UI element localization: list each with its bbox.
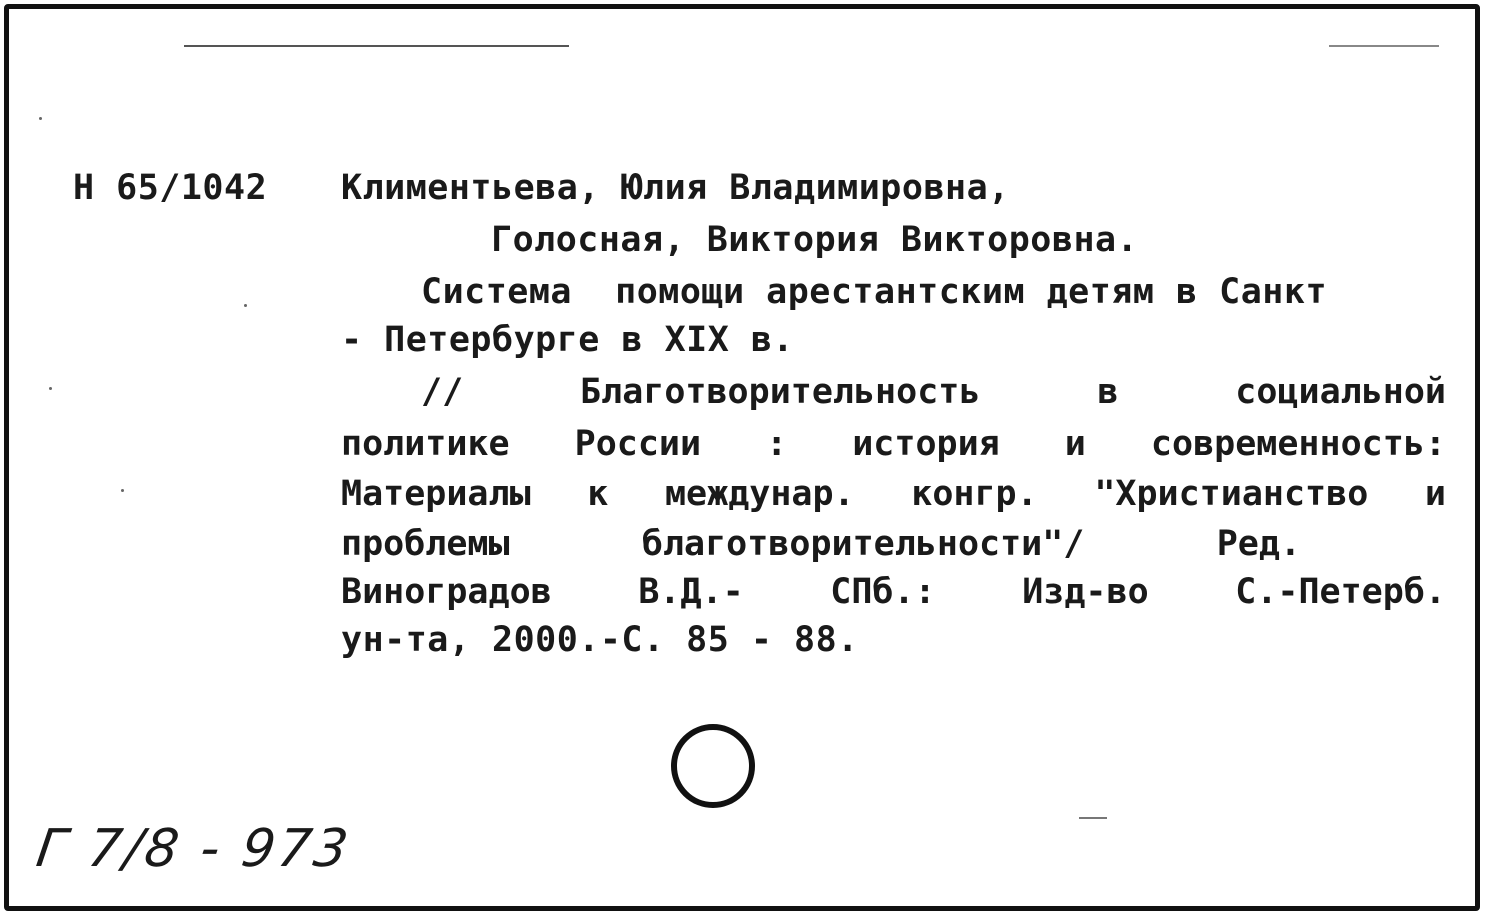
top-edge-mark: [1329, 45, 1439, 47]
word: Благотворительность: [580, 372, 981, 412]
author-line-1: Климентьева, Юлия Владимировна,: [341, 168, 1010, 208]
word: Материалы: [341, 474, 531, 514]
speck: [49, 387, 52, 390]
title-line-1: Система помощи арестантским детям в Санкт: [421, 272, 1328, 312]
word: Ред.: [1216, 524, 1301, 564]
source-line-4: [341, 523, 1301, 565]
catalog-card: [4, 4, 1480, 911]
word: и: [1064, 424, 1086, 464]
word: СПб.:: [830, 572, 936, 612]
word: Изд-во: [1022, 572, 1149, 612]
word: С.-Петерб.: [1235, 572, 1446, 612]
word: проблемы: [341, 524, 510, 564]
speck: [244, 304, 247, 307]
word: России: [574, 424, 702, 464]
word: в: [1097, 372, 1119, 412]
source-line-1: [421, 371, 1446, 413]
title-line-2: - Петербурге в XIX в.: [341, 320, 795, 360]
word: и: [1424, 474, 1446, 514]
word: благотворительности"/: [641, 524, 1085, 564]
top-edge-mark: [184, 45, 569, 47]
source-line-5: [341, 571, 1446, 613]
speck: [121, 489, 124, 492]
word: междунар.: [664, 474, 855, 514]
word: :: [766, 424, 788, 464]
word: "Христианство: [1094, 474, 1369, 514]
speck: [39, 117, 42, 120]
imprint-line: ун-та, 2000.-С. 85 - 88.: [341, 620, 859, 660]
handwritten-note: Г 7/8 - 973: [32, 819, 355, 879]
punch-hole: [671, 724, 755, 808]
word: конгр.: [911, 474, 1038, 514]
word: современность:: [1150, 424, 1446, 464]
source-line-2: [341, 423, 1446, 465]
word: //: [421, 372, 464, 412]
shelfmark: Н 65/1042: [73, 168, 268, 208]
word: социальной: [1235, 372, 1446, 412]
source-line-3: [341, 473, 1446, 515]
word: В.Д.-: [638, 572, 744, 612]
word: к: [587, 474, 609, 514]
word: политике: [341, 424, 510, 464]
author-line-2: Голосная, Виктория Викторовна.: [491, 220, 1139, 260]
word: история: [852, 424, 1000, 464]
bottom-mark: [1079, 817, 1107, 819]
word: Виноградов: [341, 572, 552, 612]
